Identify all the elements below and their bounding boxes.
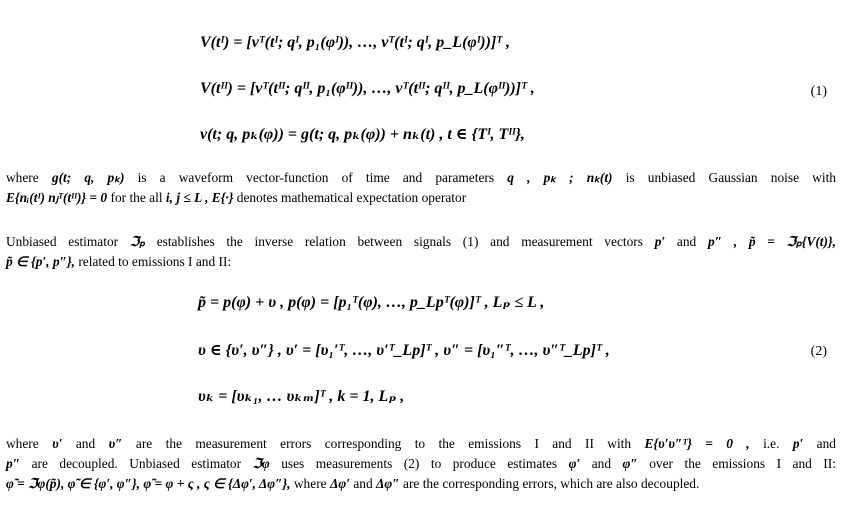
- math-run: p″: [6, 456, 21, 471]
- paragraph-1: [6, 168, 836, 208]
- math-run: p′: [792, 436, 804, 451]
- math-run: φ̃ = ℑφ(p̃), φ̃ ∈ {φ′, φ″}, φ̃ = φ + ς , ς ∈ {Δφ′, Δφ″},: [6, 476, 291, 491]
- math-run: Δφ′: [329, 476, 350, 491]
- math-run: υ″: [108, 436, 123, 451]
- text-run: related to emissions I and II:: [78, 254, 232, 269]
- text-run: denotes mathematical expectation operator: [236, 190, 467, 205]
- math-run: q , pₖ ; nₖ(t): [507, 170, 613, 185]
- math-run: E{υ′υ″ᵀ} = 0 ,: [644, 436, 750, 451]
- paragraph-2: [6, 232, 836, 272]
- text-run: is unbiased Gaussian noise with: [625, 170, 836, 185]
- paragraph-2-line-1: [6, 232, 836, 252]
- equation-2b: υ ∈ {υ′, υ″} , υ′ = [υ₁′ᵀ, …, υ′ᵀ_Lp]ᵀ , υ″ = [υ₁″ᵀ, …, υ″ᵀ_Lp]ᵀ ,: [198, 342, 610, 359]
- text-run: where: [6, 170, 39, 185]
- text-run: are the measurement errors corresponding to the emissions I and II with: [135, 436, 632, 451]
- math-run: p̃ ∈ {p′, p″},: [6, 254, 75, 269]
- text-run: over the emissions I and II:: [649, 456, 836, 471]
- math-run: g(t; q, pₖ): [51, 170, 125, 185]
- paragraph-3-line-3: [6, 474, 836, 494]
- equation-1c: v(t; q, pₖ(φ)) = g(t; q, pₖ(φ)) + nₖ(t) , t ∈ {Tᴵ, Tᴵᴵ},: [200, 126, 525, 143]
- equation-1a: V(tᴵ) = [vᵀ(tᴵ; qᴵ, p₁(φᴵ)), …, vᵀ(tᴵ; qᴵ, p_L(φᴵ))]ᵀ ,: [200, 34, 511, 51]
- math-run: p′: [654, 234, 666, 249]
- paragraph-3: [6, 434, 836, 494]
- paragraph-1-line-2: [6, 188, 836, 208]
- paragraph-3-line-1: [6, 434, 836, 454]
- math-run: υ′: [52, 436, 63, 451]
- math-run: φ′: [568, 456, 581, 471]
- paragraph-2-line-2: [6, 252, 836, 272]
- math-run: Δφ″: [376, 476, 400, 491]
- text-run: are decoupled. Unbiased estimator: [31, 456, 242, 471]
- math-run: ℑₚ: [129, 234, 145, 249]
- text-run: where: [6, 436, 39, 451]
- math-run: p″ , p̃ = ℑₚ{V(t)},: [708, 234, 836, 249]
- text-run: and: [816, 436, 837, 451]
- equation-number-2: (2): [810, 344, 827, 359]
- math-run: i, j ≤ L , E{·}: [165, 190, 234, 205]
- text-run: and: [676, 234, 697, 249]
- text-run: establishes the inverse relation between signals (1) and measurement vectors: [156, 234, 643, 249]
- equation-2a: p̃ = p(φ) + υ , p(φ) = [p₁ᵀ(φ), …, p_Lpᵀ(φ)]ᵀ , Lₚ ≤ L ,: [198, 294, 545, 311]
- equation-number-1: (1): [810, 84, 827, 99]
- math-run: φ″: [622, 456, 638, 471]
- equation-1b: V(tᴵᴵ) = [vᵀ(tᴵᴵ; qᴵᴵ, p₁(φᴵᴵ)), …, vᵀ(tᴵᴵ; qᴵᴵ, p_L(φᴵᴵ))]ᵀ ,: [200, 80, 535, 97]
- math-run: ℑφ: [252, 456, 270, 471]
- text-run: and: [75, 436, 96, 451]
- math-run: E{nᵢ(tᴵ) nⱼᵀ(tᴵᴵ)} = 0: [6, 190, 108, 205]
- text-run: uses measurements (2) to produce estimates: [281, 456, 558, 471]
- equation-2c: υₖ = [υₖ₁, … υₖₘ]ᵀ , k = 1, Lₚ ,: [198, 388, 405, 405]
- text-run: where: [293, 476, 327, 491]
- paragraph-1-line-1: [6, 168, 836, 188]
- text-run: Unbiased estimator: [6, 234, 119, 249]
- paragraph-3-line-2: [6, 454, 836, 474]
- text-run: is a waveform vector-function of time and parameters: [137, 170, 495, 185]
- text-run: are the corresponding errors, which are also decoupled.: [403, 476, 700, 491]
- text-run: i.e.: [763, 436, 780, 451]
- text-run: for the all: [110, 190, 163, 205]
- text-run: and: [353, 476, 373, 491]
- text-run: and: [591, 456, 612, 471]
